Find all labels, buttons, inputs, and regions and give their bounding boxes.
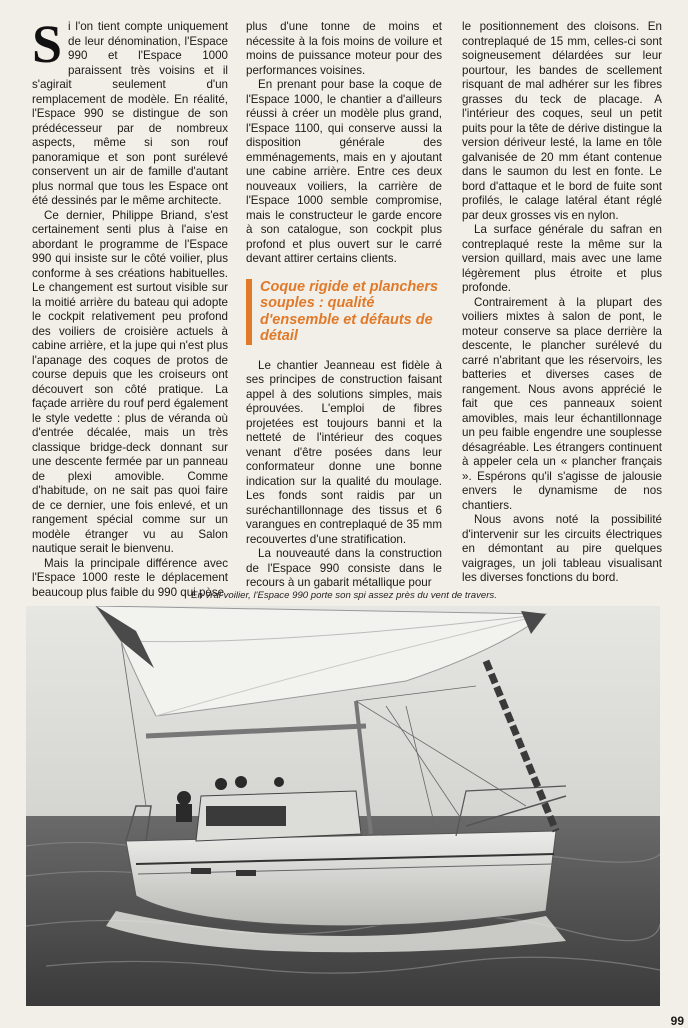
paragraph: La nouveauté dans la construction de l'Espace 990 consiste dans le recours à un gabarit métallique pour (246, 547, 442, 589)
paragraph: le positionnement des cloisons. En contreplaqué de 15 mm, celles-ci sont soigneusement délardées sur leur pourtour, les bandes de scellement risquant de mal adhérer sur les fibres grasses du teck de placage. A l'intérieur des coques, seul un petit puits pour la tête de dérive distingue la version dériveur lesté, la lame en tôle galvanisée de 20 mm étant contenue dans le saumon du lest en fonte. Le bord d'attaque et le bord de fuite sont profilés, le calage latéral étant réglé par deux grosses vis en nylon. (462, 20, 662, 222)
paragraph: En prenant pour base la coque de l'Espace 1000, le chantier a d'ailleurs réussi à créer un modèle plus grand, l'Espace 1100, qui conserve aussi la disposition générale des emménagements, mais en y ajoutant une cabine arrière. Entre ces deux nouveaux voiliers, la carrière de l'Espace 1000 semble compromise, mais le constructeur le garde encore à son catalogue, son cockpit plus profond et plus ouvert sur le carré devant attirer certains clients. (246, 78, 442, 265)
photo-caption: En vrai voilier, l'Espace 990 porte son spi assez près du vent de travers. (191, 590, 497, 601)
text-column-1 (32, 14, 228, 600)
text-column-2 (246, 20, 442, 591)
paragraph: Ce dernier, Philippe Briand, s'est certainement senti plus à l'aise en abordant le programme de l'Espace 990 qui insiste sur le côté voilier, plus conforme à ses créations habituelles. Le changement est surtout visible sur la moitié arrière du bateau qui adopte le cockpit relativement peu profond des voiliers de croisière actuels à cabine arrière, et la jupe qui n'est plus l'apanage des coques de protos de course depuis que les croiseurs ont découvert son côté pratique. La façade arrière du rouf perd également le style vedette : plus de véranda où d'entrée décalée, mais un très classique bridge-deck donnant sur une descente fermée par un panneau de plexi amovible. Comme d'habitude, on ne sait pas quoi faire de ce dernier, une fois enlevé, et un rangement spécial comme sur un modèle étranger vu au Salon nautique serait le bienvenu. (32, 208, 228, 555)
drop-cap: S (32, 14, 63, 74)
paragraph: plus d'une tonne de moins et nécessite à la fois moins de voilure et moins de puissance moteur pour des performances voisines. (246, 20, 442, 77)
section-subheading (246, 279, 442, 345)
paragraph: La surface générale du safran en contreplaqué reste la même sur la version quillard, mais avec une lame légèrement plus étroite et plus profonde. (462, 223, 662, 294)
paragraph: Contrairement à la plupart des voiliers mixtes à salon de pont, le moteur conserve sa place derrière la descente, le plancher surélevé du carré n'abritant que les réservoirs, les batteries et diverses cases de rangement. Nous avons apprécié le fait que ces panneaux soient amovibles, mais leur échantillonnage un peu faible engendre une souplesse désagréable. Les étrangers continuent à appeler cela un « plancher français ». Espérons qu'il s'agisse de jalousie envers le dynamisme de nos chantiers. (462, 295, 662, 512)
sailboat-illustration (26, 606, 660, 1006)
subheading-text: Coque rigide et planchers souples : qualité d'ensemble et défauts de détail (260, 278, 439, 344)
paragraph: i l'on tient compte uniquement de leur dénomination, l'Espace 990 et l'Espace 1000 paraissent très voisins et il s'agirait seulement d'un remplacement de modèle. En réalité, l'Espace 990 se distingue de son prédécesseur par de nombreux aspects, même si son rouf panoramique et son pont surélevé conservent un air de famille d'autant plus normal que tous les Espace ont été dessinés par le même architecte. (32, 20, 228, 207)
text-column-3 (462, 20, 662, 586)
paragraph: Nous avons noté la possibilité d'intervenir sur les circuits électriques en démontant au pire quelques vaigrages, un joli tableau visualisant les diverses fonctions du bord. (462, 513, 662, 584)
paragraph: Mais la principale différence avec l'Espace 1000 reste le déplacement beaucoup plus faible du 990 qui pèse (32, 556, 228, 599)
page-number: 99 (670, 1014, 684, 1028)
sailboat-photo (26, 606, 660, 1006)
paragraph: Le chantier Jeanneau est fidèle à ses principes de construction faisant appel à des solutions simples, mais éprouvées. L'emploi de fibres projetées est toujours banni et la netteté de l'intérieur des coques venant d'être posées dans leur conformateur donne une bonne indication sur la qualité du moulage. Les fonds sont raidis par un suréchantillonnage des tissus et 6 varangues en contreplaqué de 35 mm recouvertes d'une stratification. (246, 358, 442, 546)
subheading-accent-bar (246, 279, 252, 345)
